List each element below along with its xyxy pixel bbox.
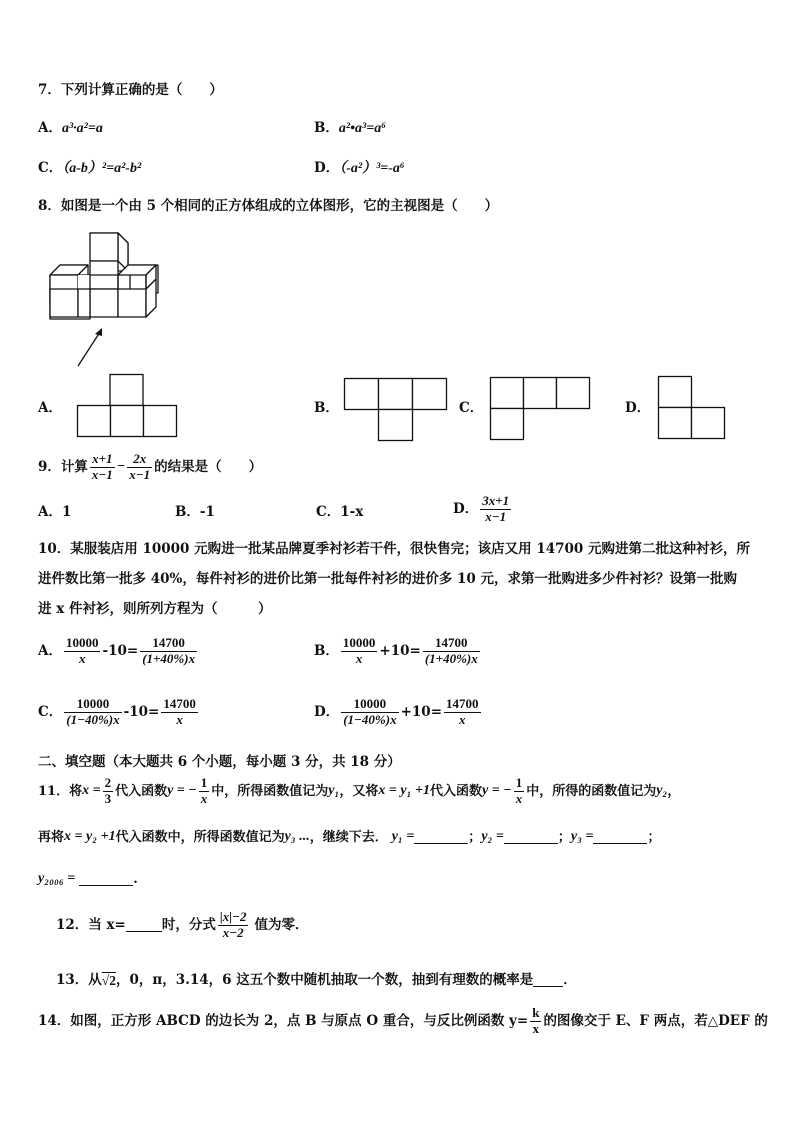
q8-option-b-label: B．	[314, 400, 339, 416]
q8-option-d-label: D．	[625, 400, 651, 416]
q8-option-a-figure	[77, 374, 178, 437]
q10-option-c: C． $\frac{10000}{(1-40\%)x}$ -10= $\frac{14700}{x}$	[38, 696, 196, 727]
q9-option-c: C．1-x	[316, 504, 364, 520]
q9-option-d: D． $\frac{3x+1}{x-1}$	[453, 493, 510, 524]
q8-option-b-figure	[344, 378, 447, 442]
q10-line-3: 进 x 件衬衫，则所列方程为（ ）	[38, 601, 272, 617]
q13-line: 13．从 √2 ，0，π，3.14，6 这五个数中随机抽取一个数，抽到有理数的概率是 ．	[56, 972, 577, 988]
q12-line: 12．当 x= 时，分式 $\frac{|x|-2}{x-2}$ 值为零．	[56, 909, 309, 940]
section-2-title: 二、填空题（本大题共 6 个小题，每小题 3 分，共 18 分）	[38, 754, 401, 770]
q11-blank-y2006[interactable]	[79, 873, 133, 886]
q8-option-c-label: C．	[459, 400, 484, 416]
q8-option-a-label: A．	[38, 400, 62, 416]
q12-blank[interactable]	[126, 919, 162, 932]
q10-option-a: A． $\frac{10000}{x}$ -10= $\frac{14700}{(1+40\%)x}$	[38, 635, 196, 666]
q7-option-d: D．（-a²）³=-a⁶	[314, 160, 405, 176]
cube-figure	[40, 228, 170, 373]
q10-line-1: 10．某服装店用 10000 元购进一批某品牌夏季衬衫若干件，很快售完；该店又用 14700 元购进第二批这种衬衫，所	[38, 541, 751, 557]
q11-line-1: 11．将 x = $\frac{2}{3}$ 代入函数 y = − $\frac{1}{x}$ 中，所得函数值记为 y₁ ，又将 x = y₁ +1 代入函数 y = − $\frac{1}{x}$ 中，所得的函数值记为 y₂ ，	[38, 775, 681, 806]
q11-blank-y2[interactable]	[504, 831, 558, 844]
q8-stem: 8．如图是一个由 5 个相同的正方体组成的立体图形，它的主视图是（ ）	[38, 198, 499, 214]
q7-stem: 7．下列计算正确的是（ ）	[38, 82, 223, 98]
q8-option-c-figure	[490, 377, 591, 440]
q8-option-d-figure	[658, 376, 726, 439]
q9-stem: 9．计算 $\frac{x+1}{x-1}$ − $\frac{2x}{x-1}$ 的结果是（ ）	[38, 451, 263, 482]
q9-option-a: A．1	[38, 504, 72, 520]
q13-blank[interactable]	[533, 974, 563, 987]
q10-line-2: 进件数比第一批多 40%，每件衬衫的进价比第一批每件衬衫的进价多 10 元，求第一批购进多少件衬衫？设第一批购	[38, 571, 737, 587]
q11-blank-y3[interactable]	[593, 831, 647, 844]
q11-line-2: 再将 x = y₂ +1 代入函数中，所得函数值记为 y₃ ... ，继续下去． y₁ = ； y₂ = ； y₃ = ；	[38, 829, 661, 845]
q11-blank-y1[interactable]	[414, 831, 468, 844]
q14-line: 14．如图，正方形 ABCD 的边长为 2，点 B 与原点 O 重合，与反比例函数 y= $\frac{k}{x}$ 的图像交于 E、F 两点，若△DEF 的	[38, 1005, 768, 1036]
q7-option-b: B．a²•a³=a⁶	[314, 120, 387, 136]
q10-option-b: B． $\frac{10000}{x}$ +10= $\frac{14700}{(1+40\%)x}$	[314, 635, 478, 666]
q11-line-3: y₂₀₀₆ = .	[38, 871, 138, 887]
q9-option-b: B．-1	[175, 504, 215, 520]
q7-option-a: A．a³·a²=a	[38, 120, 103, 136]
q7-option-c: C．（a-b）²=a²-b²	[38, 160, 142, 176]
q10-option-d: D． $\frac{10000}{(1-40\%)x}$ +10= $\frac{14700}{x}$	[314, 696, 479, 727]
sqrt-2: √2	[101, 973, 116, 988]
